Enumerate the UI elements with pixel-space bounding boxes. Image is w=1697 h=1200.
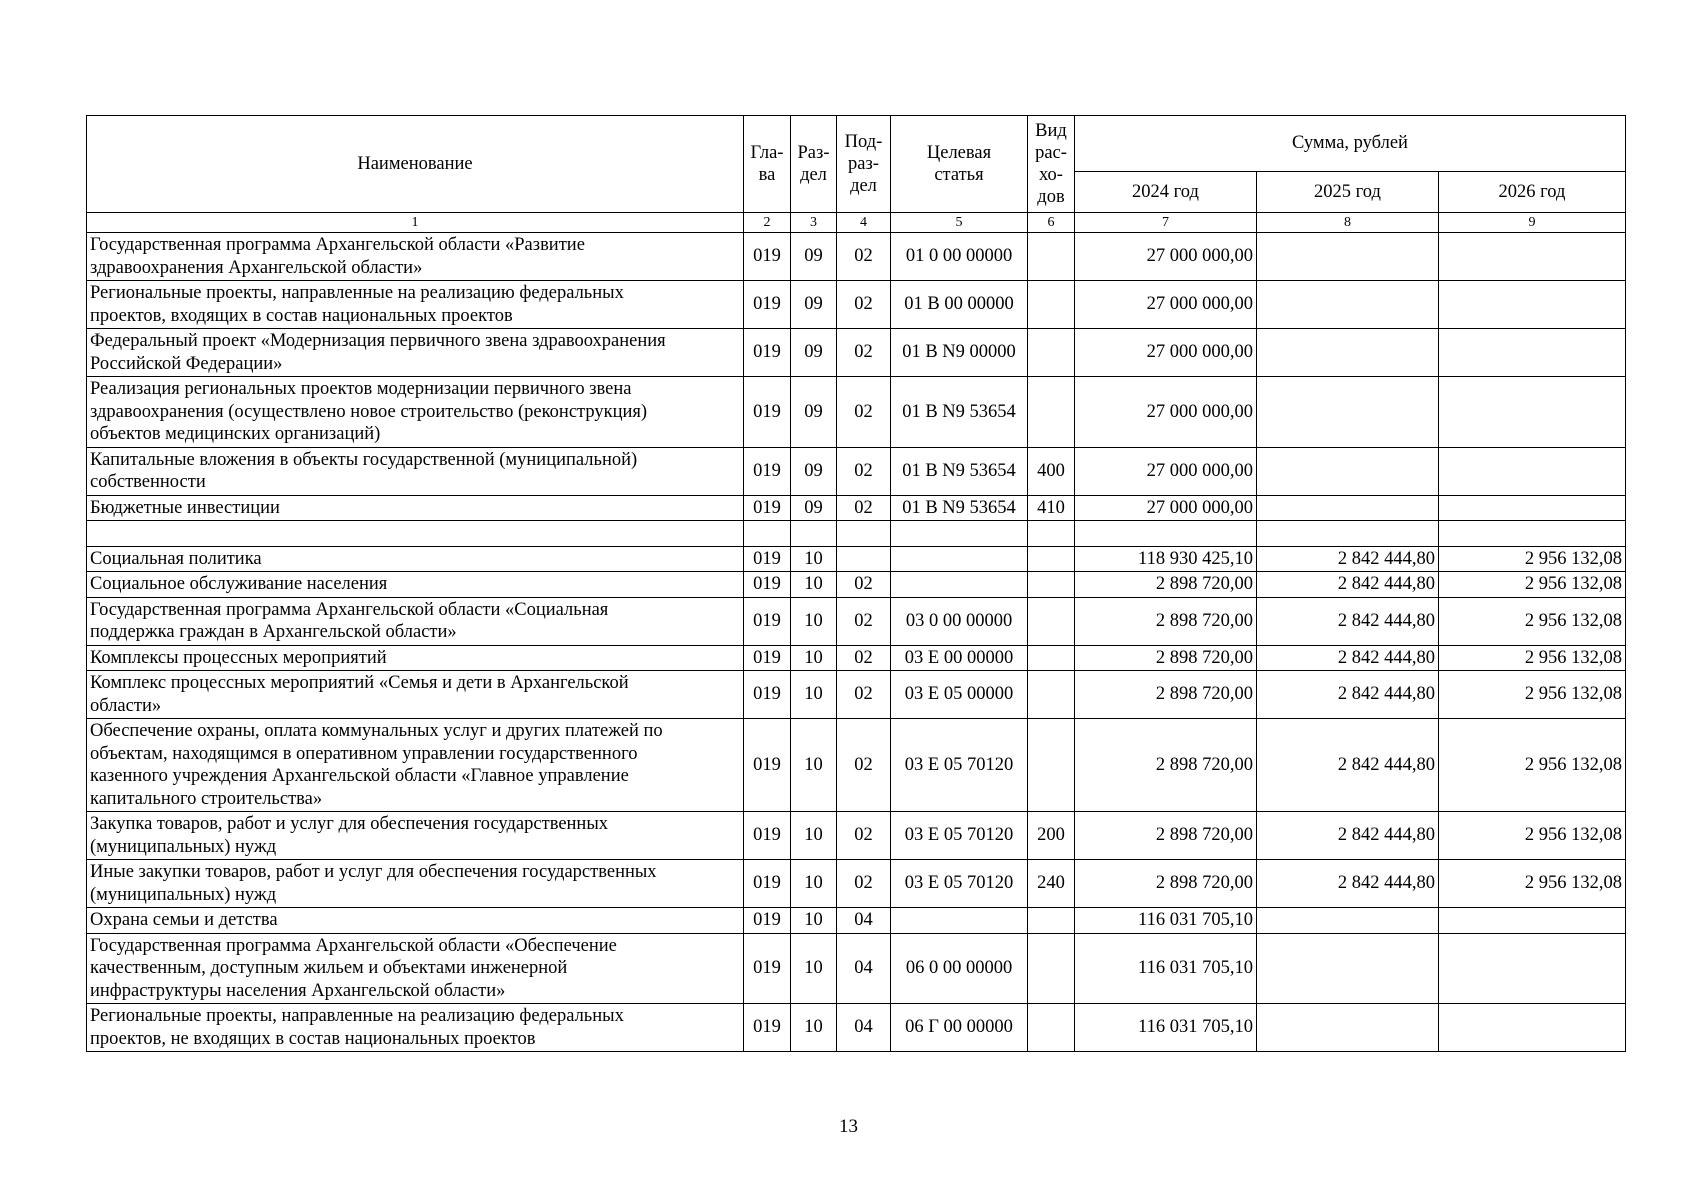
row-expense-type	[1028, 597, 1075, 645]
row-sum-2026: 2 956 132,08	[1439, 546, 1626, 572]
row-sum-2026	[1439, 908, 1626, 934]
header-target: Целевая статья	[891, 116, 1028, 213]
row-sum-2024: 118 930 425,10	[1075, 546, 1257, 572]
column-number: 5	[891, 213, 1028, 233]
row-chapter: 019	[744, 645, 791, 671]
table-row	[87, 597, 1626, 645]
header-year-2024: 2024 год	[1075, 172, 1257, 213]
row-name: Государственная программа Архангельской области «Социальная поддержка граждан в Архангельской области»	[87, 597, 744, 645]
header-name: Наименование	[87, 116, 744, 213]
header-year-2025: 2025 год	[1257, 172, 1439, 213]
row-name: Охрана семьи и детства	[87, 908, 744, 934]
row-sum-2026: 2 956 132,08	[1439, 597, 1626, 645]
row-sum-2025	[1257, 1004, 1439, 1052]
row-sum-2026: 2 956 132,08	[1439, 719, 1626, 812]
page-number: 13	[839, 1116, 858, 1137]
row-sum-2025	[1257, 233, 1439, 281]
row-sum-2026	[1439, 933, 1626, 1004]
row-sum-2026: 2 956 132,08	[1439, 671, 1626, 719]
row-subsection: 02	[837, 377, 891, 448]
row-target: 03 Е 05 00000	[891, 671, 1028, 719]
row-sum-2026: 2 956 132,08	[1439, 645, 1626, 671]
row-subsection: 02	[837, 645, 891, 671]
row-section: 10	[791, 1004, 837, 1052]
row-chapter: 019	[744, 329, 791, 377]
row-chapter: 019	[744, 233, 791, 281]
row-section: 10	[791, 546, 837, 572]
row-expense-type: 240	[1028, 860, 1075, 908]
row-chapter: 019	[744, 719, 791, 812]
row-chapter: 019	[744, 495, 791, 521]
row-sum-2025: 2 842 444,80	[1257, 671, 1439, 719]
row-chapter: 019	[744, 860, 791, 908]
row-target	[891, 546, 1028, 572]
row-subsection	[837, 521, 891, 547]
table-row	[87, 860, 1626, 908]
row-sum-2025: 2 842 444,80	[1257, 645, 1439, 671]
table-row	[87, 281, 1626, 329]
row-subsection: 02	[837, 860, 891, 908]
header-section: Раз- дел	[791, 116, 837, 213]
row-sum-2026	[1439, 495, 1626, 521]
row-name: Государственная программа Архангельской области «Развитие здравоохранения Архангельской области»	[87, 233, 744, 281]
row-expense-type	[1028, 645, 1075, 671]
row-expense-type	[1028, 281, 1075, 329]
row-name: Социальная политика	[87, 546, 744, 572]
table-row	[87, 546, 1626, 572]
row-sum-2024	[1075, 521, 1257, 547]
column-number: 9	[1439, 213, 1626, 233]
row-subsection: 02	[837, 812, 891, 860]
row-sum-2025: 2 842 444,80	[1257, 719, 1439, 812]
row-expense-type	[1028, 933, 1075, 1004]
row-expense-type: 200	[1028, 812, 1075, 860]
row-section: 10	[791, 645, 837, 671]
row-subsection	[837, 546, 891, 572]
row-sum-2026	[1439, 1004, 1626, 1052]
row-sum-2024: 27 000 000,00	[1075, 281, 1257, 329]
row-name: Социальное обслуживание населения	[87, 572, 744, 598]
row-subsection: 04	[837, 933, 891, 1004]
row-section: 09	[791, 377, 837, 448]
row-section: 10	[791, 719, 837, 812]
row-subsection: 02	[837, 671, 891, 719]
row-expense-type	[1028, 572, 1075, 598]
header-year-2026: 2026 год	[1439, 172, 1626, 213]
row-target: 01 В N9 53654	[891, 447, 1028, 495]
row-expense-type	[1028, 329, 1075, 377]
row-section	[791, 521, 837, 547]
row-chapter: 019	[744, 933, 791, 1004]
row-sum-2026: 2 956 132,08	[1439, 572, 1626, 598]
row-chapter: 019	[744, 546, 791, 572]
row-subsection: 02	[837, 572, 891, 598]
table-row	[87, 719, 1626, 812]
row-sum-2025: 2 842 444,80	[1257, 572, 1439, 598]
row-subsection: 04	[837, 908, 891, 934]
column-number: 6	[1028, 213, 1075, 233]
row-section: 10	[791, 572, 837, 598]
row-sum-2026: 2 956 132,08	[1439, 812, 1626, 860]
row-target: 03 Е 05 70120	[891, 719, 1028, 812]
row-section: 10	[791, 812, 837, 860]
table-row	[87, 233, 1626, 281]
header-expense-type: Вид рас- хо- дов	[1028, 116, 1075, 213]
row-name: Бюджетные инвестиции	[87, 495, 744, 521]
row-section: 10	[791, 860, 837, 908]
row-name: Иные закупки товаров, работ и услуг для обеспечения государственных (муниципальных) нужд	[87, 860, 744, 908]
row-sum-2026	[1439, 329, 1626, 377]
table-row	[87, 1004, 1626, 1052]
row-sum-2025	[1257, 281, 1439, 329]
row-sum-2024: 2 898 720,00	[1075, 572, 1257, 598]
row-target: 01 В 00 00000	[891, 281, 1028, 329]
row-name: Реализация региональных проектов модернизации первичного звена здравоохранения (осуществлено новое строительство (реконструкция) объектов медицинских организаций)	[87, 377, 744, 448]
row-subsection: 02	[837, 329, 891, 377]
row-section: 09	[791, 233, 837, 281]
row-subsection: 04	[837, 1004, 891, 1052]
row-chapter	[744, 521, 791, 547]
row-chapter: 019	[744, 377, 791, 448]
row-name	[87, 521, 744, 547]
row-expense-type	[1028, 546, 1075, 572]
table-row	[87, 572, 1626, 598]
row-chapter: 019	[744, 281, 791, 329]
row-sum-2026	[1439, 447, 1626, 495]
row-sum-2025	[1257, 377, 1439, 448]
column-number: 3	[791, 213, 837, 233]
row-chapter: 019	[744, 447, 791, 495]
row-sum-2025: 2 842 444,80	[1257, 860, 1439, 908]
row-target	[891, 572, 1028, 598]
row-name: Комплекс процессных мероприятий «Семья и дети в Архангельской области»	[87, 671, 744, 719]
row-sum-2024: 2 898 720,00	[1075, 597, 1257, 645]
row-section: 09	[791, 281, 837, 329]
row-sum-2024: 27 000 000,00	[1075, 329, 1257, 377]
row-name: Обеспечение охраны, оплата коммунальных услуг и других платежей по объектам, находящимся в оперативном управлении государственного казенного учреждения Архангельской области «Главное управление капитального строительства»	[87, 719, 744, 812]
column-number: 2	[744, 213, 791, 233]
table-row	[87, 495, 1626, 521]
row-target: 06 0 00 00000	[891, 933, 1028, 1004]
row-sum-2025	[1257, 521, 1439, 547]
row-sum-2025	[1257, 447, 1439, 495]
row-subsection: 02	[837, 233, 891, 281]
row-sum-2026	[1439, 281, 1626, 329]
row-sum-2026: 2 956 132,08	[1439, 860, 1626, 908]
row-sum-2025: 2 842 444,80	[1257, 812, 1439, 860]
row-sum-2025	[1257, 933, 1439, 1004]
row-section: 09	[791, 329, 837, 377]
row-subsection: 02	[837, 447, 891, 495]
row-section: 10	[791, 597, 837, 645]
row-expense-type	[1028, 1004, 1075, 1052]
row-sum-2024: 27 000 000,00	[1075, 377, 1257, 448]
column-number: 1	[87, 213, 744, 233]
row-name: Федеральный проект «Модернизация первичного звена здравоохранения Российской Федерации»	[87, 329, 744, 377]
row-sum-2024: 116 031 705,10	[1075, 908, 1257, 934]
table-row	[87, 671, 1626, 719]
row-sum-2024: 2 898 720,00	[1075, 860, 1257, 908]
row-subsection: 02	[837, 281, 891, 329]
row-sum-2024: 2 898 720,00	[1075, 719, 1257, 812]
row-sum-2026	[1439, 377, 1626, 448]
row-name: Капитальные вложения в объекты государственной (муниципальной) собственности	[87, 447, 744, 495]
row-name: Региональные проекты, направленные на реализацию федеральных проектов, не входящих в состав национальных проектов	[87, 1004, 744, 1052]
row-chapter: 019	[744, 597, 791, 645]
header-chapter: Гла- ва	[744, 116, 791, 213]
row-target	[891, 908, 1028, 934]
table-row	[87, 908, 1626, 934]
table-row	[87, 447, 1626, 495]
row-target: 03 Е 00 00000	[891, 645, 1028, 671]
table-row	[87, 521, 1626, 547]
row-sum-2024: 116 031 705,10	[1075, 933, 1257, 1004]
row-sum-2024: 27 000 000,00	[1075, 447, 1257, 495]
row-name: Региональные проекты, направленные на реализацию федеральных проектов, входящих в состав национальных проектов	[87, 281, 744, 329]
row-sum-2024: 27 000 000,00	[1075, 233, 1257, 281]
row-chapter: 019	[744, 812, 791, 860]
row-section: 09	[791, 447, 837, 495]
row-sum-2024: 27 000 000,00	[1075, 495, 1257, 521]
row-sum-2025: 2 842 444,80	[1257, 597, 1439, 645]
row-target: 01 В N9 53654	[891, 377, 1028, 448]
row-chapter: 019	[744, 1004, 791, 1052]
row-target: 01 В N9 00000	[891, 329, 1028, 377]
table-row	[87, 377, 1626, 448]
row-section: 10	[791, 671, 837, 719]
row-target: 06 Г 00 00000	[891, 1004, 1028, 1052]
row-target	[891, 521, 1028, 547]
row-section: 09	[791, 495, 837, 521]
row-expense-type: 400	[1028, 447, 1075, 495]
row-target: 01 В N9 53654	[891, 495, 1028, 521]
row-expense-type	[1028, 521, 1075, 547]
row-sum-2026	[1439, 233, 1626, 281]
row-sum-2024: 2 898 720,00	[1075, 671, 1257, 719]
row-target: 01 0 00 00000	[891, 233, 1028, 281]
header-sum: Сумма, рублей	[1075, 116, 1626, 172]
row-chapter: 019	[744, 671, 791, 719]
row-sum-2024: 2 898 720,00	[1075, 812, 1257, 860]
row-sum-2025	[1257, 908, 1439, 934]
row-name: Государственная программа Архангельской области «Обеспечение качественным, доступным жильем и объектами инженерной инфраструктуры населения Архангельской области»	[87, 933, 744, 1004]
row-subsection: 02	[837, 597, 891, 645]
row-sum-2025: 2 842 444,80	[1257, 546, 1439, 572]
table-row	[87, 933, 1626, 1004]
row-section: 10	[791, 933, 837, 1004]
row-sum-2024: 116 031 705,10	[1075, 1004, 1257, 1052]
row-target: 03 Е 05 70120	[891, 860, 1028, 908]
row-subsection: 02	[837, 719, 891, 812]
row-name: Комплексы процессных мероприятий	[87, 645, 744, 671]
row-expense-type: 410	[1028, 495, 1075, 521]
table-row	[87, 329, 1626, 377]
table-row	[87, 645, 1626, 671]
row-sum-2026	[1439, 521, 1626, 547]
table-body	[87, 233, 1626, 1052]
row-expense-type	[1028, 233, 1075, 281]
column-number: 4	[837, 213, 891, 233]
header-subsection: Под- раз- дел	[837, 116, 891, 213]
row-expense-type	[1028, 908, 1075, 934]
row-subsection: 02	[837, 495, 891, 521]
row-expense-type	[1028, 377, 1075, 448]
row-target: 03 Е 05 70120	[891, 812, 1028, 860]
row-expense-type	[1028, 671, 1075, 719]
column-number: 8	[1257, 213, 1439, 233]
row-sum-2025	[1257, 495, 1439, 521]
row-chapter: 019	[744, 572, 791, 598]
row-sum-2025	[1257, 329, 1439, 377]
row-chapter: 019	[744, 908, 791, 934]
row-section: 10	[791, 908, 837, 934]
row-target: 03 0 00 00000	[891, 597, 1028, 645]
budget-table	[86, 115, 1626, 1052]
row-sum-2024: 2 898 720,00	[1075, 645, 1257, 671]
row-name: Закупка товаров, работ и услуг для обеспечения государственных (муниципальных) нужд	[87, 812, 744, 860]
table-row	[87, 812, 1626, 860]
row-expense-type	[1028, 719, 1075, 812]
column-number: 7	[1075, 213, 1257, 233]
